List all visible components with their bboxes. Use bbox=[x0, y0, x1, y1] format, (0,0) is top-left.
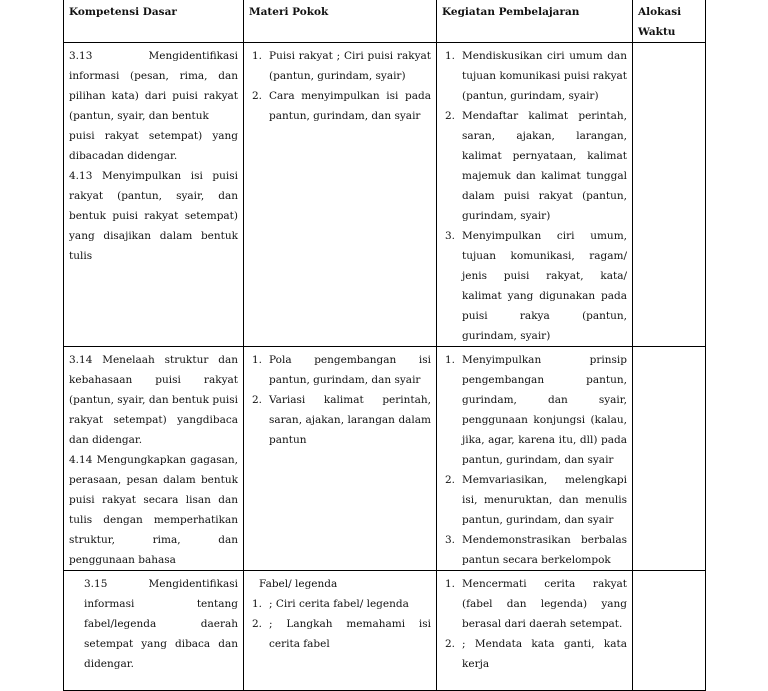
list-item bbox=[442, 226, 627, 346]
list-text: Mendemonstrasikan berbalas pantun secara berkelompok bbox=[462, 534, 627, 566]
syllabus-table bbox=[63, 0, 706, 691]
table-row bbox=[64, 43, 706, 347]
materi-cell bbox=[244, 571, 437, 691]
list-text: Puisi rakyat ; Ciri puisi rakyat (pantun, gurindam, syair) bbox=[269, 50, 431, 82]
kegiatan-cell bbox=[437, 571, 633, 691]
kd-text: 4.13 Menyimpulkan isi puisi rakyat (pantun, syair, dan bentuk puisi rakyat setempat) yang disajikan dalam bentuk tulis bbox=[69, 170, 238, 262]
list-item bbox=[249, 390, 431, 450]
header-materi-pokok: Materi Pokok bbox=[244, 0, 437, 43]
list-text: ; Mendata kata ganti, kata kerja bbox=[462, 638, 627, 670]
kd-text: puisi rakyat setempat) yang dibacadan didengar. bbox=[69, 130, 238, 162]
list-number: 3. bbox=[445, 534, 456, 546]
list-number: 1. bbox=[252, 598, 263, 610]
list-item bbox=[249, 46, 431, 86]
list-item bbox=[249, 86, 431, 126]
kd-text: 4.14 Mengungkapkan gagasan, perasaan, pesan dalam bentuk puisi rakyat secara lisan dan tulis dengan memperhatikan struktur, rima, dan penggunaan bahasa bbox=[69, 454, 238, 566]
kd-text: 3.14 Menelaah struktur dan kebahasaan puisi rakyat (pantun, syair, dan bentuk puisi rakyat setempat) yangdibaca dan didengar. bbox=[69, 354, 238, 446]
materi-cell bbox=[244, 347, 437, 571]
kd-text: 3.15 Mengidentifikasi informasi tentang fabel/legenda daerah setempat yang dibaca dan didengar. bbox=[84, 578, 238, 670]
list-item bbox=[442, 574, 627, 634]
list-number: 2. bbox=[445, 474, 456, 486]
list-text: ; Ciri cerita fabel/ legenda bbox=[269, 598, 409, 610]
alokasi-cell bbox=[633, 571, 706, 691]
list-item bbox=[442, 350, 627, 470]
header-kompetensi-dasar: Kompetensi Dasar bbox=[64, 0, 244, 43]
kd-cell bbox=[64, 43, 244, 347]
list-text: Cara menyimpulkan isi pada pantun, gurindam, dan syair bbox=[269, 90, 431, 122]
list-number: 1. bbox=[252, 354, 263, 366]
list-item bbox=[249, 614, 431, 654]
list-number: 2. bbox=[252, 90, 263, 102]
list-text: ; Langkah memahami isi cerita fabel bbox=[269, 618, 431, 650]
alokasi-cell bbox=[633, 43, 706, 347]
kd-cell bbox=[64, 571, 244, 691]
kegiatan-cell bbox=[437, 347, 633, 571]
list-item bbox=[249, 594, 431, 614]
list-item bbox=[442, 106, 627, 226]
list-text: Mencermati cerita rakyat (fabel dan legenda) yang berasal dari daerah setempat. bbox=[462, 578, 627, 630]
table-row bbox=[64, 571, 706, 691]
list-text: Mendiskusikan ciri umum dan tujuan komunikasi puisi rakyat (pantun, gurindam, syair) bbox=[462, 50, 627, 102]
list-item bbox=[442, 46, 627, 106]
list-text: Mendaftar kalimat perintah, saran, ajakan, larangan, kalimat pernyataan, kalimat majemuk dan kalimat tunggal dalam puisi rakyat (pantun, gurindam, syair) bbox=[462, 110, 627, 222]
list-item bbox=[249, 350, 431, 390]
list-number: 2. bbox=[252, 394, 263, 406]
list-number: 3. bbox=[445, 230, 456, 242]
list-text: Memvariasikan, melengkapi isi, menuruktan, dan menulis pantun, gurindam, dan syair bbox=[462, 474, 627, 526]
header-kegiatan-pembelajaran: Kegiatan Pembelajaran bbox=[437, 0, 633, 43]
list-item bbox=[442, 530, 627, 570]
list-number: 2. bbox=[252, 618, 263, 630]
header-row bbox=[64, 0, 706, 43]
list-number: 2. bbox=[445, 110, 456, 122]
list-text: Variasi kalimat perintah, saran, ajakan, larangan dalam pantun bbox=[269, 394, 431, 446]
list-text: Menyimpulkan prinsip pengembangan pantun, gurindam, dan syair, penggunaan konjungsi (kalau, jika, agar, karena itu, dll) pada pantun, gurindam, dan syair bbox=[462, 354, 627, 466]
kd-text: 3.13 Mengidentifikasi informasi (pesan, rima, dan pilihan kata) dari puisi rakyat (pantun, syair, dan bentuk bbox=[69, 50, 238, 122]
header-alokasi-waktu: Alokasi Waktu bbox=[633, 0, 706, 43]
table-row bbox=[64, 347, 706, 571]
list-number: 2. bbox=[445, 638, 456, 650]
materi-title: Fabel/ legenda bbox=[259, 578, 338, 590]
list-number: 1. bbox=[445, 50, 456, 62]
kegiatan-cell bbox=[437, 43, 633, 347]
list-item bbox=[442, 634, 627, 674]
list-text: Pola pengembangan isi pantun, gurindam, dan syair bbox=[269, 354, 431, 386]
list-item bbox=[442, 470, 627, 530]
materi-cell bbox=[244, 43, 437, 347]
list-number: 1. bbox=[252, 50, 263, 62]
list-number: 1. bbox=[445, 354, 456, 366]
list-text: Menyimpulkan ciri umum, tujuan komunikasi, ragam/ jenis puisi rakyat, kata/ kalimat yang digunakan pada puisi rakya (pantun, gurindam, syair) bbox=[462, 230, 627, 342]
list-number: 1. bbox=[445, 578, 456, 590]
kd-cell bbox=[64, 347, 244, 571]
alokasi-cell bbox=[633, 347, 706, 571]
